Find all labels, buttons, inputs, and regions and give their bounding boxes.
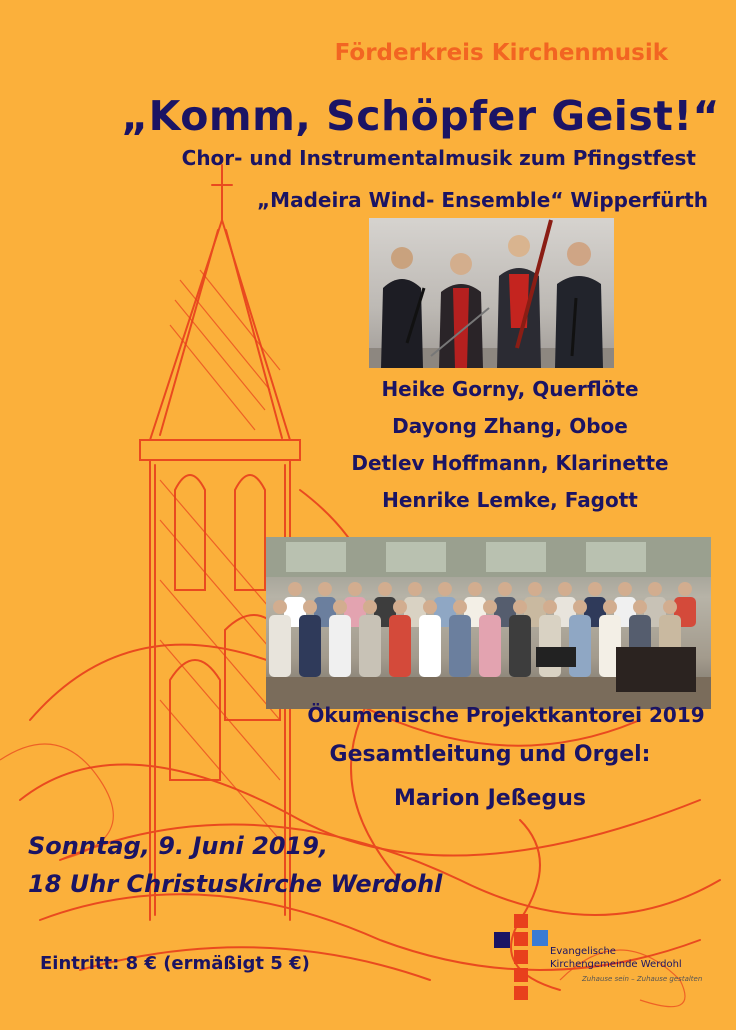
choir-member-head (513, 600, 527, 614)
ensemble-photo (369, 218, 614, 368)
choir-member-head (558, 582, 572, 596)
choir-member-head (663, 600, 677, 614)
choir-member-head (543, 600, 557, 614)
choir-member-head (363, 600, 377, 614)
choir-member-head (573, 600, 587, 614)
choir-member-head (288, 582, 302, 596)
choir-member-body (569, 615, 591, 677)
choir-member-body (389, 615, 411, 677)
choir-member-head (408, 582, 422, 596)
event-time-place: 18 Uhr Christuskirche Werdohl (28, 870, 443, 898)
choir-member-body (299, 615, 321, 677)
musician-3: Detlev Hoffmann, Klarinette (351, 451, 669, 475)
event-subtitle: Chor- und Instrumentalmusik zum Pfingstfest (181, 146, 696, 170)
organizer: Förderkreis Kirchenmusik (334, 40, 668, 66)
choir-member-head (528, 582, 542, 596)
choir-member-head (498, 582, 512, 596)
choir-member-head (468, 582, 482, 596)
musician-2: Dayong Zhang, Oboe (392, 414, 628, 438)
musician-4: Henrike Lemke, Fagott (382, 488, 638, 512)
choir-member-head (633, 600, 647, 614)
choir-photo (266, 537, 711, 709)
choir-member-body (419, 615, 441, 677)
choir-member-head (453, 600, 467, 614)
direction-label: Gesamtleitung und Orgel: (329, 742, 651, 767)
choir-member-body (479, 615, 501, 677)
choir-member-head (438, 582, 452, 596)
choir-caption: Ökumenische Projektkantorei 2019 (307, 703, 705, 727)
choir-member-head (318, 582, 332, 596)
choir-member-body (329, 615, 351, 677)
admission-price: Eintritt: 8 € (ermäßigt 5 €) (40, 953, 310, 974)
choir-member-head (648, 582, 662, 596)
church-logo (492, 912, 712, 1002)
choir-member-head (303, 600, 317, 614)
choir-member-body (509, 615, 531, 677)
choir-member-body (269, 615, 291, 677)
choir-member-body (359, 615, 381, 677)
cross-logo-icon (492, 912, 552, 1002)
logo-line-2: Kirchengemeinde Werdohl (550, 959, 682, 970)
choir-member-body (449, 615, 471, 677)
choir-member-head (603, 600, 617, 614)
choir-member-head (348, 582, 362, 596)
choir-member-body (539, 615, 561, 677)
logo-tagline: Zuhause sein – Zuhause gestalten (582, 975, 703, 983)
choir-member-head (273, 600, 287, 614)
choir-member-head (678, 582, 692, 596)
ensemble-name: „Madeira Wind- Ensemble“ Wipperfürth (257, 188, 708, 212)
event-date: Sonntag, 9. Juni 2019, (28, 832, 329, 860)
choir-member-head (588, 582, 602, 596)
logo-line-1: Evangelische (550, 946, 616, 957)
choir-member-head (378, 582, 392, 596)
choir-member-head (618, 582, 632, 596)
musician-1: Heike Gorny, Querflöte (381, 377, 639, 401)
choir-member-head (393, 600, 407, 614)
director-name: Marion Jeßegus (394, 786, 586, 811)
choir-member-head (423, 600, 437, 614)
event-title: „Komm, Schöpfer Geist!“ (121, 92, 720, 140)
choir-member-head (483, 600, 497, 614)
choir-member-head (333, 600, 347, 614)
